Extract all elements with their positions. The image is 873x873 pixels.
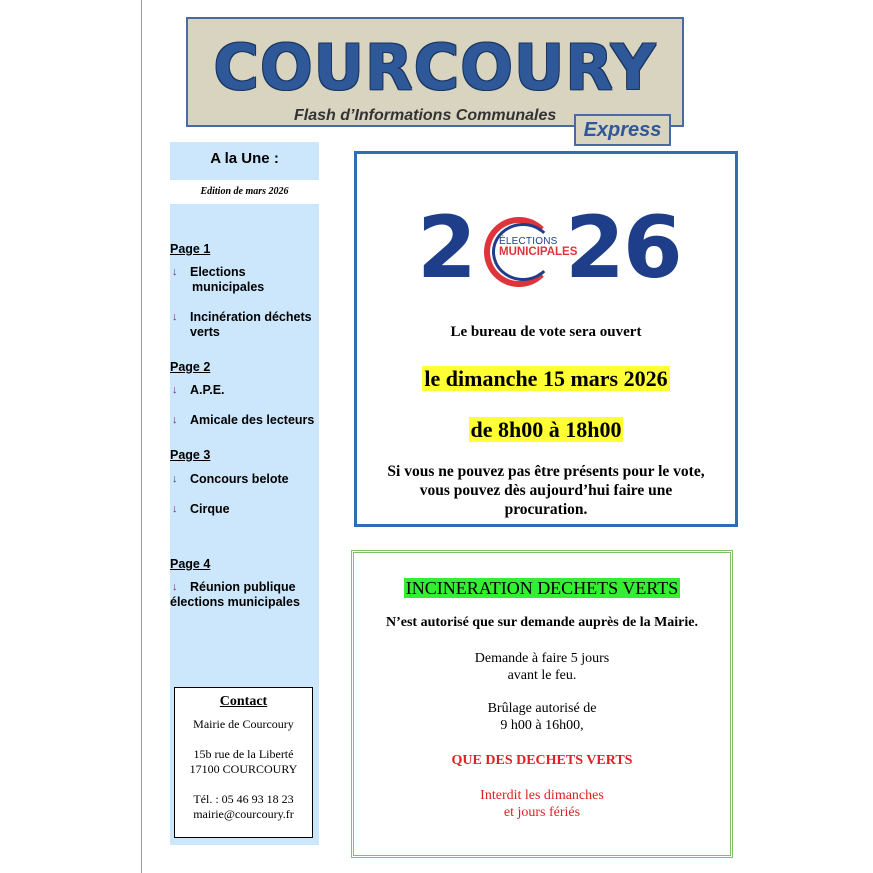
toc-page-3[interactable]: Page 3 bbox=[170, 448, 211, 462]
down-arrow-bullet-icon: ↓ bbox=[172, 503, 178, 515]
toc-item-line: Incinération déchets bbox=[190, 310, 312, 324]
vote-date-highlight: le dimanche 15 mars 2026 bbox=[424, 366, 668, 391]
toc-item-reunion[interactable] bbox=[170, 580, 319, 610]
contact-email[interactable]: mairie@courcoury.fr bbox=[193, 807, 294, 821]
toc-item-line: Cirque bbox=[190, 502, 230, 516]
toc-item-cirque[interactable] bbox=[170, 502, 319, 517]
hours-line: Brûlage autorisé de bbox=[487, 701, 597, 716]
down-arrow-bullet-icon: ↓ bbox=[172, 311, 178, 323]
toc-item-line: Elections bbox=[190, 265, 246, 279]
toc-item-line: verts bbox=[190, 325, 220, 339]
proxy-line: vous pouvez dès aujourd’hui faire une bbox=[419, 482, 673, 499]
incineration-request bbox=[354, 650, 730, 684]
vote-hours-highlight: de 8h00 à 18h00 bbox=[470, 417, 622, 442]
toc-item-ape[interactable] bbox=[170, 383, 319, 398]
masthead-subtitle: Flash d’Informations Communales bbox=[294, 107, 557, 124]
incineration-title-highlight: INCINERATION DECHETS VERTS bbox=[405, 578, 679, 598]
proxy-line: Si vous ne pouvez pas être présents pour le vote, bbox=[387, 463, 705, 480]
incineration-forbidden bbox=[354, 787, 730, 821]
request-line: avant le feu. bbox=[507, 668, 577, 683]
proxy-notice bbox=[357, 462, 735, 519]
logo-digits-right: 26 bbox=[565, 198, 681, 298]
vote-open-text: Le bureau de vote sera ouvert bbox=[450, 324, 642, 340]
sidebar-heading: A la Une : bbox=[210, 150, 279, 167]
hours-line: 9 h00 à 16h00, bbox=[500, 718, 584, 733]
sidebar bbox=[170, 142, 319, 845]
masthead bbox=[186, 17, 684, 127]
incineration-notice bbox=[351, 550, 733, 858]
toc-item-line: Réunion publique bbox=[190, 580, 296, 594]
express-tag: Express bbox=[574, 114, 671, 146]
toc-page-2[interactable]: Page 2 bbox=[170, 360, 211, 374]
toc-item-line: A.P.E. bbox=[190, 383, 225, 397]
vote-hours bbox=[357, 416, 735, 444]
toc-item-incineration[interactable] bbox=[170, 310, 319, 340]
page-margin-line bbox=[141, 0, 142, 873]
forbidden-line: et jours fériés bbox=[503, 805, 581, 820]
contact-city: 17100 COURCOURY bbox=[189, 762, 298, 776]
incineration-authorization: N’est autorisé que sur demande auprès de la Mairie. bbox=[386, 615, 698, 630]
contact-phone: Tél. : 05 46 93 18 23 bbox=[193, 792, 294, 806]
toc-item-line: Amicale des lecteurs bbox=[190, 413, 315, 427]
down-arrow-bullet-icon: ↓ bbox=[172, 384, 178, 396]
toc-item-line: Concours belote bbox=[190, 472, 289, 486]
incineration-hours bbox=[354, 700, 730, 734]
toc-item-elections[interactable] bbox=[170, 265, 319, 295]
forbidden-line: Interdit les dimanches bbox=[480, 788, 604, 803]
down-arrow-bullet-icon: ↓ bbox=[172, 581, 178, 593]
down-arrow-bullet-icon: ↓ bbox=[172, 473, 178, 485]
contact-name: Mairie de Courcoury bbox=[193, 717, 294, 731]
toc-item-belote[interactable] bbox=[170, 472, 319, 487]
incineration-title bbox=[354, 577, 730, 599]
toc-item-line: municipales bbox=[192, 280, 265, 294]
logo-text-municipales: MUNICIPALES bbox=[499, 246, 578, 258]
toc-item-line: élections municipales bbox=[170, 595, 300, 609]
edition-label: Edition de mars 2026 bbox=[170, 180, 319, 204]
down-arrow-bullet-icon: ↓ bbox=[172, 414, 178, 426]
toc-page-4[interactable]: Page 4 bbox=[170, 557, 211, 571]
toc-page-1[interactable]: Page 1 bbox=[170, 242, 211, 256]
logo-digit-left: 2 bbox=[417, 198, 475, 298]
contact-title: Contact bbox=[219, 694, 268, 709]
masthead-title: COURCOURY bbox=[213, 31, 657, 104]
incineration-only-green: QUE DES DECHETS VERTS bbox=[451, 753, 633, 768]
request-line: Demande à faire 5 jours bbox=[474, 651, 610, 666]
contact-street: 15b rue de la Liberté bbox=[193, 747, 294, 761]
toc-item-amicale[interactable] bbox=[170, 413, 319, 428]
logo-text-elections: ÉLECTIONS bbox=[499, 236, 558, 247]
elections-2026-logo bbox=[417, 198, 681, 298]
contact-box bbox=[174, 687, 313, 838]
down-arrow-bullet-icon: ↓ bbox=[172, 266, 178, 278]
proxy-line: procuration. bbox=[504, 501, 588, 518]
vote-date bbox=[357, 365, 735, 393]
election-notice bbox=[354, 151, 738, 527]
